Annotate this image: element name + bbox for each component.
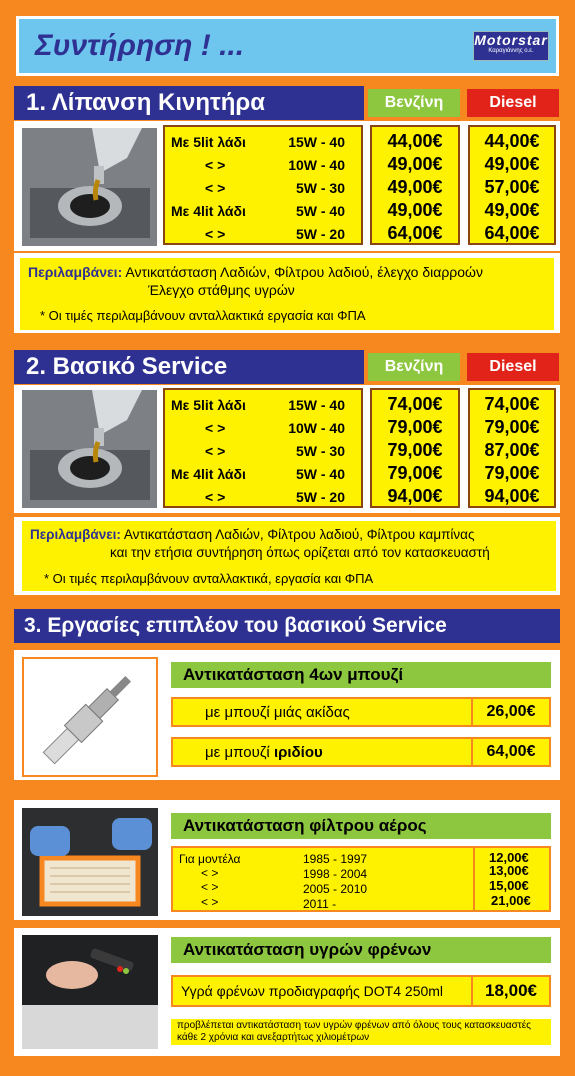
table-divider — [473, 848, 475, 910]
price-value: 49,00€ — [484, 200, 540, 220]
price-value: 49,00€ — [387, 200, 443, 220]
section2-tab-diesel: Diesel — [467, 353, 559, 381]
price-value: 94,00€ — [484, 486, 540, 506]
price-value: 74,00€ — [387, 394, 443, 414]
oil-label: < > — [205, 442, 226, 459]
oil-grade: 15W - 40 — [288, 133, 345, 150]
oil-label: Με 5lit λάδι — [171, 133, 246, 150]
table-row — [165, 153, 361, 176]
engine-oil-photo — [22, 128, 157, 246]
brake-fluid-note-line1: προβλέπεται αντικατάσταση των υγρών φρένων από όλους τους κατασκευαστές — [177, 1020, 531, 1031]
air-filter-table — [171, 846, 551, 912]
filter-years: 1985 - 1997 — [303, 852, 368, 866]
plugs-title: Αντικατάσταση 4ων μπουζί — [171, 662, 551, 688]
oil-grade: 5W - 30 — [295, 179, 345, 196]
plug-option-iridium — [171, 737, 551, 767]
plug-option-price: 64,00€ — [471, 739, 549, 765]
section1-heading: 1. Λίπανση Κινητήρα — [26, 89, 266, 116]
table-row — [165, 222, 361, 245]
includes-text: Αντικατάσταση Λαδιών, Φίλτρου λαδιού, Φίλτρου καμπίνας — [123, 527, 475, 542]
brake-fluid-photo — [22, 935, 158, 1049]
brake-fluid-price: 18,00€ — [471, 977, 549, 1005]
oil-label: < > — [205, 156, 226, 173]
filter-price: 21,00€ — [491, 893, 531, 908]
oil-grade: 5W - 40 — [295, 465, 345, 482]
section1-heading-bar — [14, 86, 364, 120]
price-value: 79,00€ — [387, 463, 443, 483]
price-value: 79,00€ — [387, 417, 443, 437]
plug-option-price: 26,00€ — [471, 699, 549, 725]
oil-label: < > — [205, 419, 226, 436]
oil-label: Με 5lit λάδι — [171, 396, 246, 413]
header-banner — [16, 16, 559, 76]
price-value: 49,00€ — [387, 177, 443, 197]
price-value: 94,00€ — [387, 486, 443, 506]
filter-price: 12,00€ — [489, 850, 529, 865]
section1-petrol-prices — [370, 125, 460, 245]
includes-label: Περιλαμβάνει: — [28, 264, 123, 280]
includes-label: Περιλαμβάνει: — [30, 527, 121, 542]
section3-heading: 3. Εργασίες επιπλέον του βασικού Service — [24, 614, 447, 637]
price-value: 74,00€ — [484, 394, 540, 414]
oil-label: Με 4lit λάδι — [171, 465, 246, 482]
section1-oil-table — [163, 125, 363, 245]
price-value: 44,00€ — [484, 131, 540, 151]
oil-grade: 5W - 40 — [295, 202, 345, 219]
brake-fluid-card — [165, 935, 555, 1049]
section2-includes-line1 — [30, 527, 474, 542]
filter-price: 13,00€ — [489, 863, 529, 878]
section3-heading-bar — [14, 609, 560, 643]
brake-fluid-note-line2: κάθε 2 χρόνια και ανεξαρτήτως χιλιομέτρων — [177, 1032, 370, 1043]
brake-fluid-note — [171, 1019, 551, 1045]
section2-includes-line2: και την ετήσια συντήρηση όπως ορίζεται από τον κατασκευαστή — [110, 545, 490, 560]
table-row — [165, 393, 361, 416]
price-value: 64,00€ — [387, 223, 443, 243]
brake-fluid-option — [171, 975, 551, 1007]
section1-note: * Οι τιμές περιλαμβάνουν ανταλλακτικά εργασία και ΦΠΑ — [40, 308, 366, 323]
logo-subtitle: Καραγιάννης ο.ε. — [488, 48, 534, 54]
section2-heading-bar — [14, 350, 364, 384]
section1-tab-petrol: Βενζίνη — [368, 89, 460, 117]
plug-label-plain: με μπουζί — [205, 743, 274, 761]
table-row — [165, 485, 361, 508]
plug-label-bold: ιριδίου — [273, 743, 323, 761]
plug-option-label: με μπουζί μιάς ακίδας — [205, 703, 350, 721]
table-row — [165, 130, 361, 153]
filter-years: 2005 - 2010 — [303, 882, 368, 896]
oil-label: Με 4lit λάδι — [171, 202, 246, 219]
section1-includes-box — [20, 258, 554, 330]
section1-diesel-prices — [468, 125, 556, 245]
table-row — [165, 176, 361, 199]
air-filter-card — [165, 808, 555, 916]
price-value: 44,00€ — [387, 131, 443, 151]
oil-grade: 5W - 20 — [295, 225, 345, 242]
filter-label: Για μοντέλα — [179, 852, 241, 866]
plug-option-label — [173, 744, 471, 761]
section1-includes-line1 — [28, 264, 483, 280]
oil-grade: 10W - 40 — [288, 419, 345, 436]
table-row — [165, 462, 361, 485]
section2-oil-table — [163, 388, 363, 508]
section2-diesel-prices — [468, 388, 556, 508]
price-value: 57,00€ — [484, 177, 540, 197]
section1-tab-diesel: Diesel — [467, 89, 559, 117]
price-value: 87,00€ — [484, 440, 540, 460]
air-filter-title: Αντικατάσταση φίλτρου αέρος — [171, 813, 551, 839]
air-filter-photo — [22, 808, 158, 916]
oil-grade: 5W - 20 — [295, 488, 345, 505]
brake-fluid-label: Υγρά φρένων προδιαγραφής DOT4 250ml — [181, 983, 444, 999]
section2-tab-petrol: Βενζίνη — [368, 353, 460, 381]
filter-label: < > — [201, 880, 219, 894]
filter-years: 1998 - 2004 — [303, 867, 368, 881]
table-row — [165, 416, 361, 439]
spark-plug-photo — [22, 657, 158, 777]
oil-label: < > — [205, 225, 226, 242]
price-value: 79,00€ — [387, 440, 443, 460]
oil-grade: 5W - 30 — [295, 442, 345, 459]
price-value: 64,00€ — [484, 223, 540, 243]
section2-note: * Οι τιμές περιλαμβάνουν ανταλλακτικά, εργασία και ΦΠΑ — [44, 571, 374, 586]
section2-includes-box — [22, 521, 556, 591]
oil-grade: 10W - 40 — [288, 156, 345, 173]
section2-petrol-prices — [370, 388, 460, 508]
price-value: 79,00€ — [484, 463, 540, 483]
price-value: 79,00€ — [484, 417, 540, 437]
oil-label: < > — [205, 179, 226, 196]
section2-heading: 2. Βασικό Service — [26, 353, 228, 380]
oil-label: < > — [205, 488, 226, 505]
oil-grade: 15W - 40 — [288, 396, 345, 413]
table-row — [165, 439, 361, 462]
plug-option-single — [171, 697, 551, 727]
filter-years: 2011 - — [303, 897, 337, 911]
brake-fluid-title: Αντικατάσταση υγρών φρένων — [171, 937, 551, 963]
plugs-card — [165, 657, 555, 777]
brand-logo — [473, 31, 549, 61]
filter-label: < > — [201, 866, 219, 880]
engine-oil-photo — [22, 390, 157, 508]
page-title: Συντήρηση ! ... — [35, 29, 245, 62]
section1-includes-line2: Έλεγχο στάθμης υγρών — [148, 282, 295, 298]
price-value: 49,00€ — [387, 154, 443, 174]
price-value: 49,00€ — [484, 154, 540, 174]
includes-text: Αντικατάσταση Λαδιών, Φίλτρου λαδιού, έλεγχο διαρροών — [125, 264, 483, 280]
table-row — [165, 199, 361, 222]
logo-brand: Motorstar — [474, 32, 548, 48]
filter-label: < > — [201, 895, 219, 909]
filter-price: 15,00€ — [489, 878, 529, 893]
